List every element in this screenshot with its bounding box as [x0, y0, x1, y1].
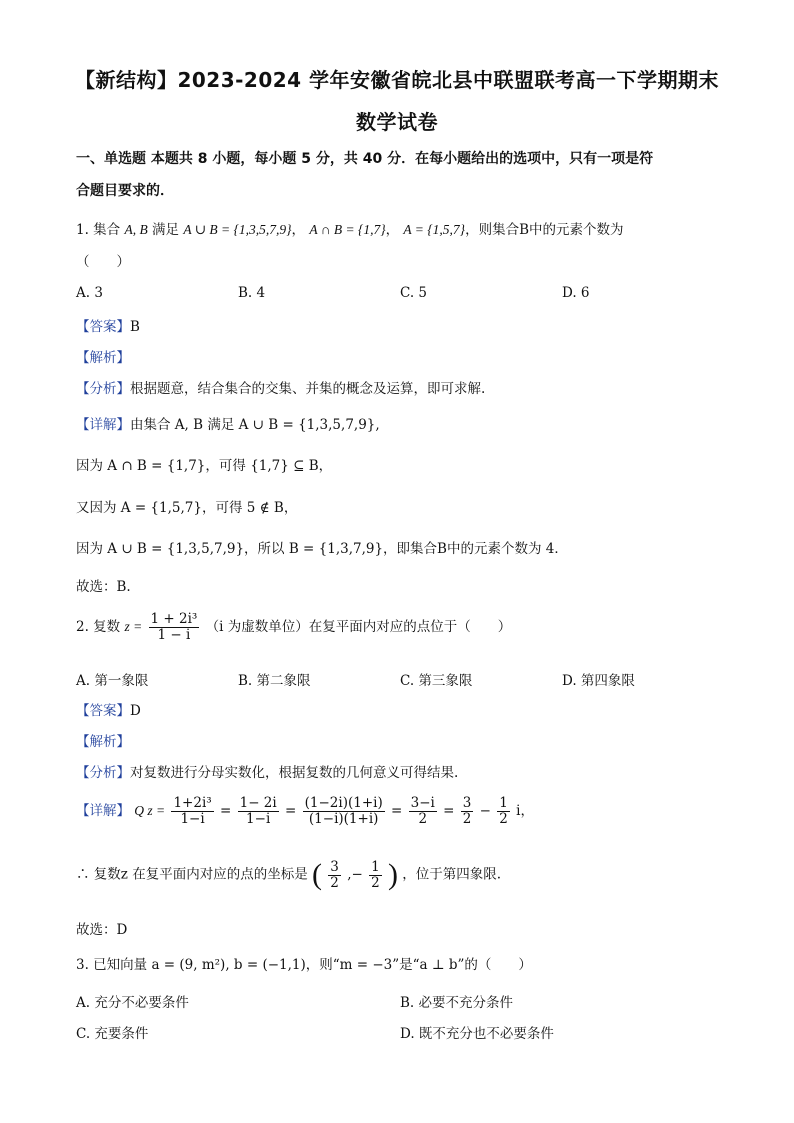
q1-option-d: D. 6 [562, 285, 590, 301]
q2-option-c: C. 第三象限 [400, 673, 473, 689]
q2-eq-2: = [285, 802, 297, 819]
q2-right-paren: ) [387, 858, 398, 891]
q2-frac-5-den: 2 [462, 810, 472, 827]
q1-fenxi-text: 根据题意，结合集合的交集、并集的概念及运算，即可求解. [130, 381, 486, 397]
q2-analysis-tag: 【解析】 [76, 734, 130, 750]
q1-stem-mid: 满足 [152, 222, 180, 238]
q2-detail-lead: Q z = [134, 802, 166, 818]
q1-answer: B [130, 319, 140, 335]
q3-option-a: A. 充分不必要条件 [76, 995, 189, 1011]
q1-sep2: ， [385, 222, 400, 238]
q2-frac-5 [461, 796, 474, 827]
q2-eq-3: = [391, 802, 403, 819]
q3-stem: 3. 已知向量 a = (9, m²), b = (−1,1)，则“m = −3”是“a ⊥ b”的（ ） [76, 957, 532, 973]
q1-sep1: ， [291, 222, 306, 238]
q1-cond1: A ∪ B = {1,3,5,7,9} [183, 222, 292, 237]
q2-answer-line [76, 699, 141, 719]
q2-frac-3-den: (1−i)(1+i) [308, 810, 379, 827]
q2-coord-line [76, 858, 501, 892]
q2-frac-2-den: 1−i [246, 810, 271, 827]
q2-stem-prefix: 2. 复数 [76, 618, 121, 635]
q1-stem [76, 218, 624, 238]
q2-coord-frac-1 [328, 860, 341, 891]
q2-fenxi-text: 对复数进行分母实数化，根据复数的几何意义可得结果. [130, 765, 459, 781]
q2-frac-3 [303, 796, 385, 827]
q1-answer-tag: 【答案】 [76, 319, 130, 335]
q2-coord-comma: ,− [347, 866, 363, 883]
q2-stem [76, 612, 511, 643]
q1-stem-prefix: 1. 集合 [76, 222, 121, 238]
q2-option-d: D. 第四象限 [562, 673, 635, 689]
q2-eq-1: = [220, 802, 232, 819]
q1-option-b: B. 4 [238, 285, 266, 301]
q2-coord-pre: ∴ 复数z 在复平面内对应的点的坐标是 [76, 866, 308, 883]
q1-sets: A, B [124, 222, 148, 237]
q2-tail: i， [516, 802, 534, 819]
section-heading-line1: 一、单选题 本题共 8 小题，每小题 5 分，共 40 分．在每小题给出的选项中，只有一项是符 [76, 151, 654, 167]
q1-cond2: A ∩ B = {1,7} [309, 222, 386, 237]
q2-frac-1-num: 1+2i³ [173, 795, 212, 811]
q2-choice: 故选：D [76, 922, 128, 938]
q2-coord-num2: 1 [371, 858, 380, 875]
q2-frac-1-den: 1−i [180, 810, 205, 827]
q1-analysis-tag: 【解析】 [76, 350, 130, 366]
q2-frac-5-num: 3 [462, 795, 472, 811]
q2-fraction [149, 612, 200, 643]
document-title: 【新结构】2023-2024 学年安徽省皖北县中联盟联考高一下学期期末 [74, 68, 720, 92]
q2-fenxi [76, 761, 458, 781]
q2-minus: − [479, 802, 491, 819]
q2-left-paren: ( [312, 858, 322, 891]
q1-detail-1-text: 由集合 A, B 满足 A ∪ B = {1,3,5,7,9}, [130, 417, 380, 433]
q1-choice: 故选：B. [76, 579, 131, 595]
q2-fraction-num: 1 + 2i³ [150, 611, 198, 627]
q1-answer-line [76, 315, 140, 335]
q2-frac-2-num: 1− 2i [239, 795, 277, 811]
q1-option-a: A. 3 [76, 285, 103, 301]
q1-stem-end: ，则集合B中的元素个数为 [465, 222, 624, 238]
q2-fraction-den: 1 − i [157, 626, 191, 643]
q1-blank: （ ） [76, 254, 130, 270]
q2-frac-4-den: 2 [418, 810, 428, 827]
q2-frac-3-num: (1−2i)(1+i) [304, 795, 383, 811]
q2-frac-6 [497, 796, 510, 827]
q1-detail-1 [76, 413, 380, 433]
q3-option-b: B. 必要不充分条件 [400, 995, 514, 1011]
q2-eq-4: = [443, 802, 455, 819]
q2-frac-4 [409, 796, 437, 827]
q2-coord-num1: 3 [330, 858, 339, 875]
q1-cond3: A = {1,5,7} [403, 222, 466, 237]
q1-detail-4: 因为 A ∪ B = {1,3,5,7,9}，所以 B = {1,3,7,9}，即集合B中的元素个数为 4． [76, 541, 568, 557]
q2-coord-den1: 2 [330, 874, 339, 891]
q2-stem-end: （i 为虚数单位）在复平面内对应的点位于（ ） [205, 618, 512, 635]
q3-option-c: C. 充要条件 [76, 1026, 149, 1042]
q2-z-eq: z = [124, 618, 143, 634]
q2-option-a: A. 第一象限 [76, 673, 149, 689]
q1-detail-2: 因为 A ∩ B = {1,7}，可得 {1,7} ⊆ B， [76, 458, 333, 474]
q2-frac-6-num: 1 [499, 795, 508, 811]
q2-frac-1 [171, 796, 213, 827]
q1-fenxi [76, 377, 485, 397]
q1-option-c: C. 5 [400, 285, 428, 301]
q2-detail-1 [76, 796, 534, 827]
document-subtitle: 数学试卷 [356, 110, 438, 134]
q1-detail-tag: 【详解】 [76, 417, 130, 433]
q2-frac-6-den: 2 [499, 810, 508, 827]
section-heading-line2: 合题目要求的． [76, 183, 174, 199]
q2-answer: D [130, 703, 141, 719]
q2-option-b: B. 第二象限 [238, 673, 311, 689]
q1-fenxi-tag: 【分析】 [76, 381, 130, 397]
q2-frac-4-num: 3−i [410, 795, 435, 811]
q3-option-d: D. 既不充分也不必要条件 [400, 1026, 554, 1042]
q2-detail-tag: 【详解】 [76, 802, 130, 819]
q2-coord-end: ，位于第四象限. [402, 866, 502, 883]
q2-fenxi-tag: 【分析】 [76, 765, 130, 781]
q2-coord-frac-2 [369, 860, 382, 891]
q1-detail-3: 又因为 A = {1,5,7}，可得 5 ∉ B， [76, 500, 298, 516]
q2-coord-den2: 2 [371, 874, 380, 891]
q2-frac-2 [238, 796, 279, 827]
q2-answer-tag: 【答案】 [76, 703, 130, 719]
